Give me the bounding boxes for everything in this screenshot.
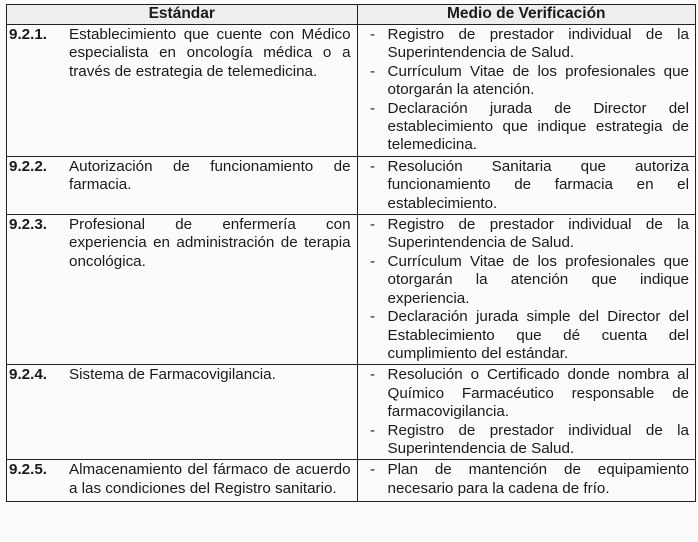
bullet-dash: -: [370, 421, 376, 439]
verification-item: [358, 26, 689, 63]
verification-item: [358, 422, 689, 459]
standard-code: 9.2.1.: [9, 26, 47, 43]
verification-text: Declaración jurada de Director del establecimiento que indique estrategia de telemedicina.: [387, 99, 689, 154]
bullet-dash: -: [370, 26, 376, 43]
verification-cell: [357, 365, 695, 460]
verification-item: [358, 100, 689, 155]
verification-cell: [357, 156, 695, 214]
standard-text: Sistema de Farmacovigilancia.: [69, 366, 276, 384]
bullet-dash: -: [370, 157, 376, 175]
table-row: [7, 365, 696, 460]
standard-code: 9.2.5.: [9, 461, 47, 479]
standard-cell: [7, 215, 358, 365]
verification-text: Resolución Sanitaria que autoriza funcionamiento de farmacia en el establecimiento.: [387, 157, 689, 212]
standard-cell: [7, 460, 358, 502]
standard-cell: [7, 156, 358, 214]
standard-cell: [7, 25, 358, 157]
verification-text: Registro de prestador individual de la Superintendencia de Salud.: [387, 26, 689, 62]
standard-code: 9.2.3.: [9, 216, 47, 234]
table-header-row: [7, 5, 696, 25]
verification-text: Plan de mantención de equipamiento necesario para la cadena de frío.: [387, 461, 689, 497]
verification-text: Declaración jurada simple del Director del Establecimiento que dé cuenta del cumplimiento del estándar.: [387, 308, 689, 362]
standard-text: Establecimiento que cuente con Médico especialista en oncología médica o a través de estrategia de telemedicina.: [69, 26, 351, 80]
verification-cell: [357, 25, 695, 157]
standard-text: Almacenamiento del fármaco de acuerdo a las condiciones del Registro sanitario.: [69, 461, 351, 497]
standard-code: 9.2.2.: [9, 157, 47, 175]
bullet-dash: -: [370, 308, 376, 326]
bullet-dash: -: [370, 216, 376, 234]
verification-item: [358, 63, 689, 100]
bullet-dash: -: [370, 62, 376, 80]
verification-cell: [357, 215, 695, 365]
verification-item: [358, 366, 689, 421]
verification-text: Registro de prestador individual de la Superintendencia de Salud.: [387, 421, 689, 457]
table-row: [7, 25, 696, 157]
verification-text: Currículum Vitae de los profesionales que otorgarán la atención que indique experiencia.: [387, 252, 689, 307]
standards-table: [6, 4, 696, 502]
verification-item: [358, 158, 689, 213]
verification-text: Currículum Vitae de los profesionales que otorgarán la atención.: [387, 62, 689, 99]
header-verification: Medio de Verificación: [357, 5, 695, 25]
verification-cell: [357, 460, 695, 502]
standard-text: Autorización de funcionamiento de farmacia.: [69, 157, 351, 194]
bullet-dash: -: [370, 366, 376, 384]
table-row: [7, 215, 696, 365]
bullet-dash: -: [370, 252, 376, 270]
verification-item: [358, 308, 689, 363]
standard-code: 9.2.4.: [9, 366, 47, 384]
verification-item: [358, 216, 689, 253]
bullet-dash: -: [370, 99, 376, 117]
bullet-dash: -: [370, 461, 376, 479]
standard-text: Profesional de enfermería con experiencia en administración de terapia oncológica.: [69, 216, 351, 270]
standard-cell: [7, 365, 358, 460]
header-standard: Estándar: [7, 5, 358, 25]
verification-item: [358, 253, 689, 308]
table-row: [7, 460, 696, 502]
verification-item: [358, 461, 689, 498]
verification-text: Resolución o Certificado donde nombra al Químico Farmacéutico responsable de farmacovigilancia.: [387, 366, 689, 421]
verification-text: Registro de prestador individual de la Superintendencia de Salud.: [387, 216, 689, 252]
table-row: [7, 156, 696, 214]
